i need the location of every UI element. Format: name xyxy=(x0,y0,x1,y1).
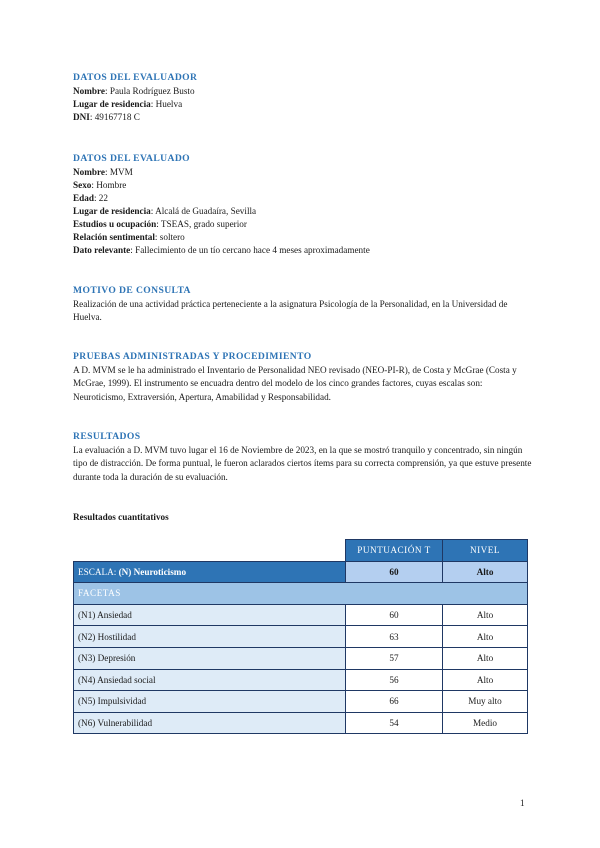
facet-label: (N3) Depresión xyxy=(74,647,346,669)
pruebas-text: A D. MVM se le ha administrado el Inventario de Personalidad NEO revisado (NEO-PI-R), de Costa y McGrae (Costa y McGrae, 1999). El instrumento se encuadra dentro del modelo de los cinco grandes factores, cuyas escalas son: Neuroticismo, Extraversión, Apertura, Amabilidad y Responsabilidad. xyxy=(73,365,517,402)
facet-label: (N2) Hostilidad xyxy=(74,626,346,648)
header-blank-cell xyxy=(74,540,346,562)
facet-score: 54 xyxy=(346,712,443,734)
facets-label: FACETAS xyxy=(74,583,528,605)
evaluado-relacion: Relación sentimental: soltero xyxy=(73,232,185,242)
table-row xyxy=(74,604,528,626)
results-table xyxy=(73,539,528,734)
evaluado-nombre: Nombre: MVM xyxy=(73,167,133,177)
facet-level: Alto xyxy=(443,626,528,648)
evaluado-sexo: Sexo: Hombre xyxy=(73,180,127,190)
facet-score: 66 xyxy=(346,691,443,713)
motivo-title: MOTIVO DE CONSULTA xyxy=(73,285,191,296)
table-row xyxy=(74,712,528,734)
facet-level: Alto xyxy=(443,669,528,691)
scale-row xyxy=(74,561,528,583)
facet-level: Medio xyxy=(443,712,528,734)
facet-score: 57 xyxy=(346,647,443,669)
evaluador-residencia: Lugar de residencia: Huelva xyxy=(73,99,183,109)
facet-label: (N5) Impulsividad xyxy=(74,691,346,713)
header-nivel: NIVEL xyxy=(443,540,528,562)
facet-score: 63 xyxy=(346,626,443,648)
evaluado-dato-relevante: Dato relevante: Fallecimiento de un tío cercano hace 4 meses aproximadamente xyxy=(73,245,370,255)
facets-header-row xyxy=(74,583,528,605)
scale-level: Alto xyxy=(443,561,528,583)
table-header-row xyxy=(74,540,528,562)
evaluado-residencia: Lugar de residencia: Alcalá de Guadaíra, Sevilla xyxy=(73,206,257,216)
table-row xyxy=(74,691,528,713)
facet-level: Muy alto xyxy=(443,691,528,713)
motivo-text: Realización de una actividad práctica perteneciente a la asignatura Psicología de la Personalidad, en la Universidad de Huelva. xyxy=(73,299,508,323)
evaluado-edad: Edad: 22 xyxy=(73,193,108,203)
facet-level: Alto xyxy=(443,647,528,669)
page-number: 1 xyxy=(520,798,525,808)
table-row xyxy=(74,626,528,648)
scale-score: 60 xyxy=(346,561,443,583)
resultados-text: La evaluación a D. MVM tuvo lugar el 16 de Noviembre de 2023, en la que se mostró tranquilo y concentrado, sin ningún tipo de distracción. De forma puntual, le fueron aclarados ciertos ítems para su correcta comprensión, ya que estuve presente durante toda la duración de su evaluación. xyxy=(73,445,532,482)
evaluado-estudios: Estudios u ocupación: TSEAS, grado superior xyxy=(73,219,247,229)
evaluador-nombre: Nombre: Paula Rodríguez Busto xyxy=(73,86,195,96)
facet-score: 60 xyxy=(346,604,443,626)
evaluado-title: DATOS DEL EVALUADO xyxy=(73,153,191,164)
header-puntuacion: PUNTUACIÓN T xyxy=(346,540,443,562)
table-row xyxy=(74,669,528,691)
resultados-title: RESULTADOS xyxy=(73,431,141,442)
scale-label: ESCALA: (N) Neuroticismo xyxy=(74,561,346,583)
facet-level: Alto xyxy=(443,604,528,626)
facet-label: (N6) Vulnerabilidad xyxy=(74,712,346,734)
evaluador-dni: DNI: 49167718 C xyxy=(73,112,140,122)
pruebas-title: PRUEBAS ADMINISTRADAS Y PROCEDIMIENTO xyxy=(73,351,312,362)
resultados-cuantitativos-heading: Resultados cuantitativos xyxy=(73,512,169,522)
facet-label: (N4) Ansiedad social xyxy=(74,669,346,691)
facet-score: 56 xyxy=(346,669,443,691)
evaluador-title: DATOS DEL EVALUADOR xyxy=(73,72,198,83)
facet-label: (N1) Ansiedad xyxy=(74,604,346,626)
table-row xyxy=(74,647,528,669)
